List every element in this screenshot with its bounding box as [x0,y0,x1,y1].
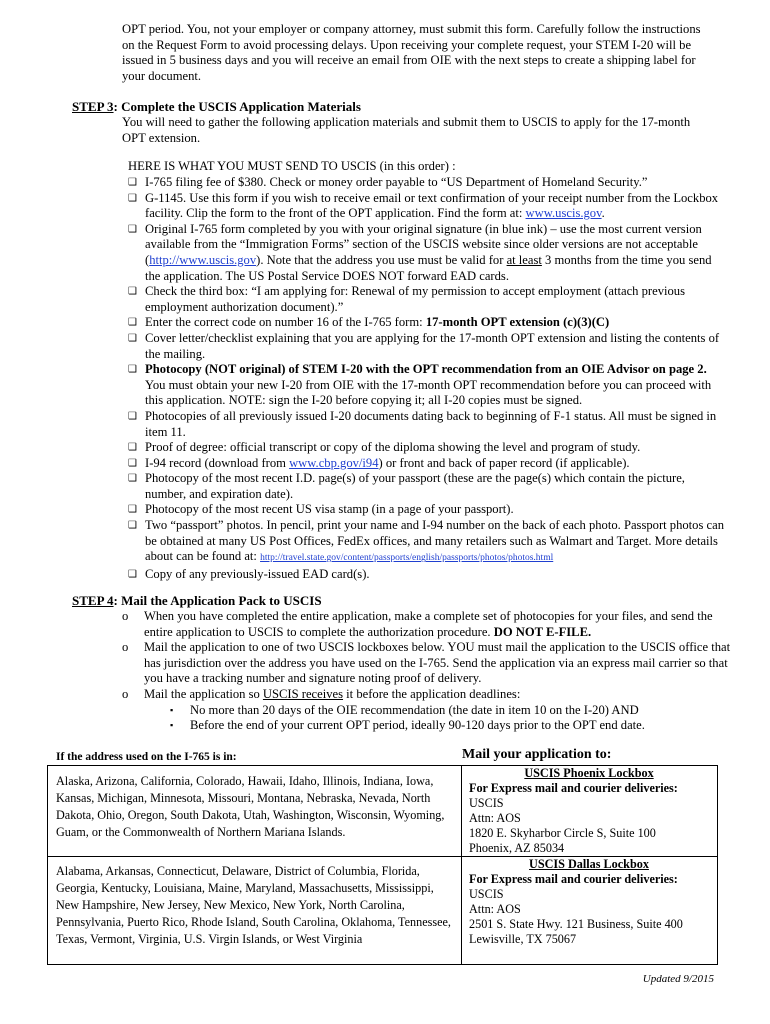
table-cell-states: Alaska, Arizona, California, Colorado, Hawaii, Idaho, Illinois, Indiana, Iowa, Kansas, Michigan, Minnesota, Missouri, Montana, Nebraska, Nevada, North Dakota, Ohio, Oregon, South Dakota, Utah, Washington, Wisconsin, Wyoming, Guam, or the Commonwealth of Northern Mariana Islands. [56,774,445,839]
deadline-list [144,703,732,734]
travel-state-link[interactable]: http://travel.state.gov/content/passports/english/passports/photos/photos.html [260,553,554,564]
circle-bullet-icon: o [122,609,129,623]
lockbox-name: USCIS Dallas Lockbox [529,857,649,871]
list-item: ❑ Photocopies of all previously issued I-20 documents dating back to beginning of F-1 status. All must be signed in item 11. [128,408,717,439]
square-bullet-icon: ▪ [170,704,174,715]
step3-label: STEP 3 [72,99,114,114]
table-header-address: If the address used on the I-765 is in: [56,751,237,763]
checkbox-bullet-icon: ❑ [128,317,137,329]
list-item: ▪ No more than 20 days of the OIE recommendation (the date in item 10 on the I-20) AND [170,702,639,717]
table-divider [461,766,462,964]
uscis-link[interactable]: www.uscis.gov [525,206,602,221]
updated-date: Updated 9/2015 [642,973,714,985]
checkbox-bullet-icon: ❑ [128,473,137,485]
list-item: ❑ Photocopy of the most recent US visa stamp (in a page of your passport). [128,502,514,517]
send-list-title: HERE IS WHAT YOU MUST SEND TO USCIS (in this order) : [128,159,456,173]
list-item: ❑ Copy of any previously-issued EAD card(s). [128,566,370,581]
checkbox-bullet-icon: ❑ [128,223,137,235]
list-item: o When you have completed the entire application, make a complete set of photocopies for your files, and send the entire application to USCIS to complete the authorization procedure. DO NOT E-FILE. [122,609,713,639]
intro-paragraph: OPT period. You, not your employer or company attorney, must submit this form. Carefully follow the instructions on the Request Form to avoid processing delays. Upon receiving your complete request, your STEM I-20 will be issued in 5 business days and you will receive an email from OIE with the next steps to create a shipping label for your document. [122,22,701,83]
list-item: ❑ Photocopy (NOT original) of STEM I-20 with the OPT recommendation from an OIE Advisor on page 2. You must obtain your new I-20 from OIE with the 17-month OPT recommendation before you can proceed with this application. NOTE: sign the I-20 before copying it; all I-20 copies must be signed. [128,362,712,408]
step4-title: : Mail the Application Pack to USCIS [113,593,322,608]
step4-heading [72,593,322,609]
checkbox-bullet-icon: ❑ [128,177,137,188]
circle-bullet-icon: o [122,640,129,655]
list-item: ▪ Before the end of your current OPT period, ideally 90-120 days prior to the OPT end date. [170,718,645,733]
list-item: ❑ I-765 filing fee of $380. Check or money order payable to “US Department of Homeland Security.” [128,175,648,189]
checkbox-bullet-icon: ❑ [128,364,137,376]
step3-heading [72,99,361,115]
step3-title: : Complete the USCIS Application Materials [113,99,361,114]
list-item: ❑ Two “passport” photos. In pencil, print your name and I-94 number on the back of each photo. Passport photos can be obtained at many US Post Offices, FedEx offices, and many retailers such as Walmart and Target. More details about can be found at: http://travel.state.gov/content/passports/english/passports/photos/photos.html [128,518,724,564]
list-item: ❑ Enter the correct code on number 16 of the I-765 form: 17-month OPT extension (c)(3)(C) [128,315,610,330]
list-item: o Mail the application to one of two USCIS lockboxes below. YOU must mail the application to the USCIS office that has jurisdiction over the address you have used on the I-765. Send the application via an express mail carrier so that you have a tracking number and signature noting proof of delivery. [122,640,731,686]
lockbox-name: USCIS Phoenix Lockbox [524,766,654,780]
table-header-mail: Mail your application to: [462,747,612,762]
checkbox-bullet-icon: ❑ [128,410,137,422]
checkbox-bullet-icon: ❑ [128,457,137,469]
list-item: ❑ Proof of degree: official transcript or copy of the diploma showing the level and program of study. [128,440,641,455]
list-item: ❑ Cover letter/checklist explaining that you are applying for the 17-month OPT extension and listing the contents of the mailing. [128,330,720,361]
list-item: ❑ I-94 record (download from www.cbp.gov/i94) or front and back of paper record (if applicable). [128,455,630,470]
cbp-link[interactable]: www.cbp.gov/i94 [289,455,379,470]
checkbox-bullet-icon: ❑ [128,332,137,344]
list-item: ❑ Original I-765 form completed by you with your original signature (in blue ink) – use the most current version available from the “Immigration Forms” section of the USCIS website since older versions are not acceptable (http://www.uscis.gov). Note that the address you use must be valid for at least 3 months from the time you send the application. The US Postal Service DOES NOT forward EAD cards. [128,221,712,283]
list-item: ❑ Check the third box: “I am applying for: Renewal of my permission to accept employment (attach previous employment authorization document).” [128,284,685,314]
step4-list [122,609,732,734]
checkbox-bullet-icon: ❑ [128,504,137,516]
checkbox-bullet-icon: ❑ [128,286,137,298]
uscis-link[interactable]: http://www.uscis.gov [149,252,257,267]
table-cell-address: USCIS Dallas Lockbox For Express mail and courier deliveries: USCIS Attn: AOS 2501 S. State Hwy. 121 Business, Suite 400 Lewisville, TX 75067 [469,857,709,947]
step4-label: STEP 4 [72,593,114,608]
checkbox-bullet-icon: ❑ [128,442,137,454]
circle-bullet-icon: o [122,686,129,701]
lockbox-table [47,765,718,965]
table-cell-states: Alabama, Arkansas, Connecticut, Delaware, District of Columbia, Florida, Georgia, Kentucky, Louisiana, Maine, Maryland, Massachusetts, Mississippi, New Hampshire, New Jersey, New Mexico, New York, North Carolina, Pennsylvania, Puerto Rico, Rhode Island, South Carolina, Oklahoma, Tennessee, Texas, Vermont, Virginia, U.S. Virgin Islands, or West Virginia [56,864,451,946]
send-list [128,175,728,582]
list-item: ❑ Photocopy of the most recent I.D. page(s) of your passport (these are the page(s) which contain the picture, number, and expiration date). [128,471,685,501]
checkbox-bullet-icon: ❑ [128,192,137,204]
step3-text: You will need to gather the following application materials and submit them to USCIS to apply for the 17-month OPT extension. [122,115,691,145]
checkbox-bullet-icon: ❑ [128,520,137,532]
list-item: o Mail the application so USCIS receives it before the application deadlines: ▪ No more than 20 days of the OIE recommendation (the date in item 10 on the I-20) AND ▪ Before the end of your current OPT period, ideally 90-120 days prior to the OPT end date. [122,687,732,734]
checkbox-bullet-icon: ❑ [128,568,137,580]
list-item: ❑ G-1145. Use this form if you wish to receive email or text confirmation of your receipt number from the Lockbox facility. Clip the form to the front of the OPT application. Find the form at: www.uscis.gov. [128,190,719,221]
table-cell-address: USCIS Phoenix Lockbox For Express mail and courier deliveries: USCIS Attn: AOS 1820 E. Skyharbor Circle S, Suite 100 Phoenix, AZ 85034 [469,766,709,856]
square-bullet-icon: ▪ [170,720,174,731]
